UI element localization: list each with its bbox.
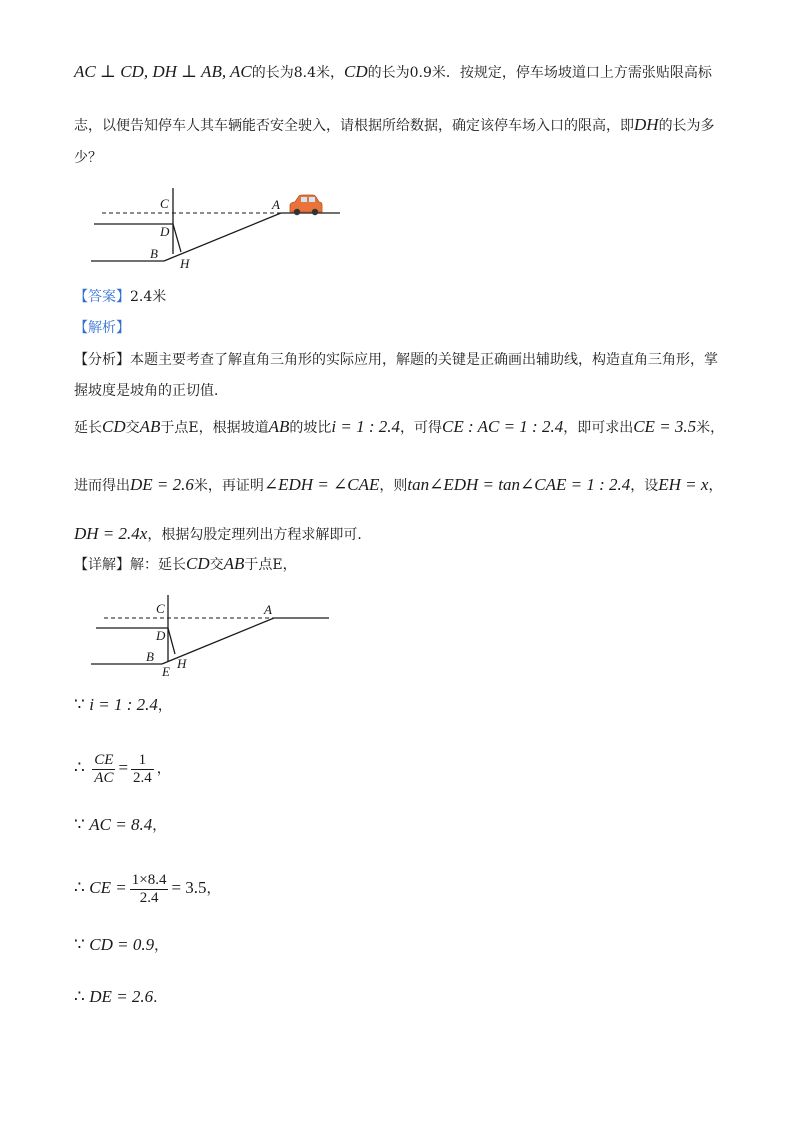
- text: ，: [157, 698, 172, 714]
- text: 的长为8.4米，: [251, 65, 345, 81]
- text: 进而得出: [74, 478, 130, 494]
- problem-line-2: [74, 115, 715, 136]
- label-h: H: [177, 656, 187, 671]
- fenxi-bracket: 【分析】: [74, 352, 130, 368]
- text: ，可得: [400, 420, 443, 436]
- figure-1: [88, 182, 348, 272]
- numerator: 1×8.4: [131, 871, 167, 888]
- fraction: [130, 872, 169, 907]
- math: AC = 8.4: [89, 815, 153, 834]
- figure-2: [88, 595, 338, 680]
- math: = 3.5: [171, 878, 207, 897]
- math-cd: CD: [344, 62, 368, 81]
- para-3: [74, 524, 371, 545]
- text: 少？: [74, 150, 102, 166]
- text: 的坡比: [289, 420, 332, 436]
- numerator: 1: [131, 752, 154, 770]
- denominator: AC: [94, 769, 114, 786]
- text: 交: [209, 557, 224, 573]
- denominator: 2.4: [133, 769, 152, 786]
- step-6: [74, 987, 167, 1008]
- answer-bracket: 【答案】: [74, 289, 130, 305]
- para-2: [74, 475, 722, 496]
- text: 米，: [696, 420, 725, 436]
- label-c: C: [156, 601, 165, 616]
- therefore-symbol: ∴: [74, 987, 85, 1006]
- text: 的长为多: [658, 118, 715, 134]
- math: CE : AC = 1 : 2.4: [442, 417, 564, 436]
- text: 的长为0.9米．按规定，停车场坡道口上方需张贴限高标: [367, 65, 712, 81]
- text: ，: [206, 881, 221, 897]
- detail-line: [74, 554, 297, 575]
- step-4: [74, 868, 221, 908]
- text: ，设: [630, 478, 659, 494]
- car-icon: [290, 195, 322, 215]
- fraction: [92, 752, 115, 787]
- text: ，: [708, 478, 723, 494]
- segment-dh: [168, 628, 175, 654]
- answer-text: 2.4米: [130, 289, 167, 305]
- text: ，根据勾股定理列出方程求解即可．: [147, 527, 372, 543]
- math: i = 1 : 2.4: [331, 417, 401, 436]
- label-e: E: [162, 664, 170, 679]
- math: CD = 0.9: [89, 935, 155, 954]
- label-a: A: [264, 602, 272, 617]
- answer-line: [74, 287, 166, 307]
- math: ∠EDH = ∠CAE: [263, 475, 380, 494]
- text: ，: [156, 761, 171, 777]
- text: 于点E，根据坡道: [160, 420, 269, 436]
- math: AB: [223, 554, 245, 573]
- equals: =: [118, 758, 129, 777]
- therefore-symbol: ∴: [74, 758, 85, 777]
- text: ．: [153, 990, 168, 1006]
- math: tan∠EDH = tan∠CAE = 1 : 2.4: [407, 475, 631, 494]
- math: AB: [139, 417, 161, 436]
- fenxi-line-1: [74, 350, 718, 370]
- math: CD: [102, 417, 126, 436]
- math: i = 1 : 2.4: [89, 695, 158, 714]
- label-h: H: [180, 256, 190, 271]
- math: DE = 2.6: [130, 475, 194, 494]
- problem-line-1: [74, 62, 712, 83]
- text: 握坡度是坡角的正切值．: [74, 383, 228, 399]
- step-1: [74, 695, 172, 716]
- text: ，: [154, 938, 169, 954]
- text: 解：延长: [130, 557, 186, 573]
- math: DE = 2.6: [89, 987, 154, 1006]
- text: 延长: [74, 420, 102, 436]
- fraction: [131, 752, 154, 787]
- text: ，: [152, 818, 167, 834]
- label-d: D: [156, 628, 166, 643]
- math-dh: DH: [634, 115, 659, 134]
- text: 本题主要考查了解直角三角形的实际应用，解题的关键是正确画出辅助线，构造直角三角形，掌: [130, 352, 718, 368]
- math: CE =: [89, 878, 127, 897]
- step-3: [74, 815, 166, 836]
- detail-bracket: 【详解】: [74, 557, 130, 573]
- label-a: A: [272, 197, 280, 212]
- para-1: [74, 417, 724, 438]
- step-5: [74, 935, 168, 956]
- denominator: 2.4: [139, 889, 159, 906]
- label-c: C: [160, 196, 169, 211]
- text: 交: [125, 420, 140, 436]
- fenxi-line-2: [74, 381, 228, 401]
- text: ，则: [379, 478, 408, 494]
- because-symbol: ∵: [74, 815, 85, 834]
- math: CD: [186, 554, 210, 573]
- text: 志，以便告知停车人其车辆能否安全驶入，请根据所给数据，确定该停车场入口的限高，即: [74, 118, 634, 134]
- ramp-ab: [164, 213, 281, 261]
- problem-line-3: [74, 148, 102, 168]
- math: EH = x: [658, 475, 709, 494]
- label-b: B: [150, 246, 158, 261]
- segment-dh: [173, 224, 181, 252]
- therefore-symbol: ∴: [74, 878, 85, 897]
- text: 米，再证明: [193, 478, 264, 494]
- step-2: [74, 748, 171, 788]
- text: ，即可求出: [563, 420, 634, 436]
- math-perpendicular: AC ⊥ CD, DH ⊥ AB, AC: [74, 62, 252, 81]
- analysis-title: 【解析】: [74, 320, 130, 336]
- math: AB: [268, 417, 290, 436]
- label-d: D: [160, 224, 170, 239]
- label-b: B: [146, 649, 154, 664]
- because-symbol: ∵: [74, 935, 85, 954]
- numerator: CE: [94, 751, 114, 768]
- text: 于点E，: [244, 557, 297, 573]
- math: DH = 2.4x: [74, 524, 148, 543]
- because-symbol: ∵: [74, 695, 85, 714]
- math: CE = 3.5: [633, 417, 697, 436]
